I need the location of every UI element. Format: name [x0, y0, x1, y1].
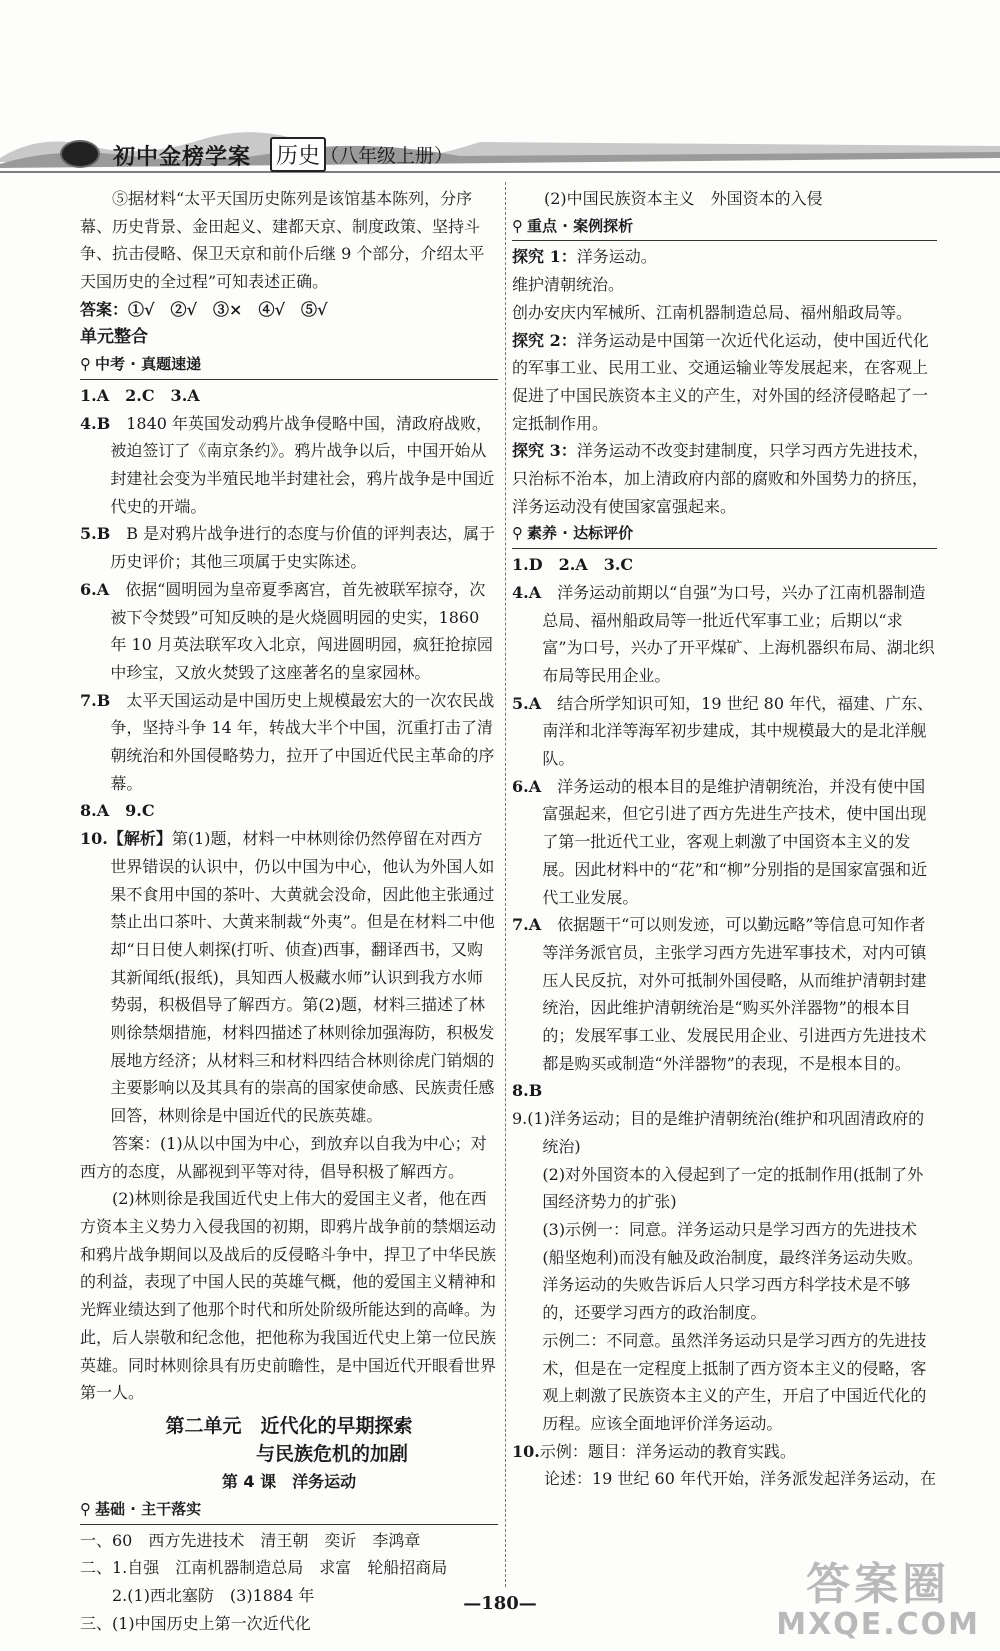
list-item: 1.D 2.A 3.C	[512, 555, 634, 575]
column-divider	[505, 182, 506, 1587]
item-text: B 是对鸦片战争进行的态度与价值的评判表达，属于历史评价；其他三项属于史实陈述。	[110, 524, 496, 572]
explore-item: 维护清朝统治。	[512, 275, 625, 295]
q9-line: (3)示例一：同意。洋务运动只是学习西方的先进技术(船坚炮利)而没有触及政治制度，最终洋务运动失败。洋务运动的失败告诉后人只学习西方科学技术是不够的，还要学习西方的政治制度。	[542, 1219, 923, 1323]
basics-line: 2.(1)西北塞防 (3)1884 年	[112, 1586, 315, 1606]
q10-essay: 论述：19 世纪 60 年代开始，洋务派发起洋务运动，在	[544, 1469, 936, 1489]
magnifier-icon: ⚲	[80, 1500, 91, 1519]
item-text: 1840 年英国发动鸦片战争侵略中国，清政府战败，被迫签订了《南京条约》。鸦片战争以后，中国开始从封建社会变为半殖民地半封建社会，鸦片战争是中国近代史的开端。	[110, 413, 495, 516]
q9-line: 9.(1)洋务运动；目的是维护清朝统治(维护和巩固清政府的统治)	[512, 1109, 925, 1156]
list-item: 1.A 2.C 3.A	[80, 385, 200, 405]
watermark-title: 答案圈	[806, 1559, 951, 1610]
item-number: 4.A	[512, 582, 542, 602]
list-item	[80, 410, 498, 521]
tag-zhongdian	[512, 213, 937, 242]
item-text: 依据“圆明园为皇帝夏季离宫，首先被联军掠夺，次被下令焚毁”可知反映的是火烧圆明园的史实，1860 年 10 月英法联军攻入北京，闯进圆明园，疯狂抢掠园中珍宝，又放火焚毁了这座著名的皇家园林。	[110, 579, 493, 682]
tag-suyang	[512, 520, 937, 549]
item-text: 太平天国运动是中国历史上规模最宏大的一次农民战争，坚持斗争 14 年，转战大半个中国，沉重打击了清朝统治和外国侵略势力，拉开了中国近代民主革命的序幕。	[110, 690, 495, 793]
grade-label: （八年级上册）	[320, 145, 454, 167]
list-item	[80, 576, 498, 687]
watermark	[776, 1561, 980, 1641]
item-text: 示例：题目：洋务运动的教育实践。	[539, 1441, 796, 1461]
magnifier-icon: ⚲	[80, 355, 91, 374]
list-item: 8.A 9.C	[80, 801, 155, 821]
explore-item: 创办安庆内军械所、江南机器制造总局、福州船政局等。	[512, 302, 913, 322]
q10-answer-2: (2)林则徐是我国近代史上伟大的爱国主义者，他在西方资本主义势力入侵我国的初期，即鸦片战争前的禁烟运动和鸦片战争期间以及战后的反侵略斗争中，捍卫了中华民族的利益，表现了中国人民的英雄气概，他的爱国主义精神和光辉业绩达到了他那个时代和所处阶级所能达到的高峰。为此，后人崇敬和纪念他，把他称为我国近代史上第一位民族英雄。同时林则徐具有历史前瞻性，是中国近代开眼看世界第一人。	[80, 1189, 497, 1403]
item-number: 10.	[512, 1441, 540, 1461]
item-text: 洋务运动的根本目的是维护清朝统治，并没有使中国富强起来，但它引进了西方先进生产技术，使中国出现了第一批近代工业，客观上刺激了中国资本主义的发展。因此材料中的“花”和“柳”分别指的是国家富强和近代工业发展。	[542, 776, 928, 907]
item-number: 5.B	[80, 524, 111, 544]
q10-analysis	[80, 825, 498, 1130]
q10-answer-1: 答案：(1)从以中国为中心，到放弃以自我为中心；对西方的态度，从鄙视到平等对待，倡导积极了解西方。	[80, 1133, 487, 1181]
basics-line: 二、1.自强 江南机器制造总局 求富 轮船招商局	[80, 1558, 448, 1578]
magnifier-icon: ⚲	[512, 216, 523, 235]
list-item: 8.B	[512, 1081, 543, 1101]
list-item	[80, 520, 498, 575]
tag-label: 基础 · 主干落实	[95, 1500, 202, 1519]
answer-line: 答案：①√ ②√ ③× ④√ ⑤√	[80, 299, 328, 319]
tag-label: 素养 · 达标评价	[527, 524, 634, 543]
item-number: 7.B	[80, 690, 111, 710]
unit-title: 第二单元 近代化的早期探索	[165, 1414, 413, 1437]
tag-label: 中考 · 真题速递	[95, 355, 202, 374]
explore-label: 探究 3：	[512, 441, 577, 461]
book-title: 初中金榜学案	[113, 145, 252, 170]
explore-item	[512, 327, 937, 438]
tag-label: 重点 · 案例探析	[527, 216, 634, 235]
tag-jichu	[80, 1496, 498, 1525]
magnifier-icon: ⚲	[512, 524, 523, 543]
explore-item	[512, 437, 937, 520]
item-number: 10.【解析】	[80, 829, 172, 849]
item-number: 4.B	[80, 413, 111, 433]
intro-paragraph: ⑤据材料“太平天国历史陈列是该馆基本陈列，分序幕、历史背景、金田起义、建都天京、制度政策、坚持斗争、抗击侵略、保卫天京和前仆后继 9 个部分，介绍太平天国历史的全过程”可知表述正确。	[80, 189, 485, 292]
explore-text: 洋务运动。	[576, 247, 657, 267]
subject-badge: 历史	[270, 137, 326, 172]
item-number: 5.A	[512, 693, 542, 713]
list-item	[512, 690, 937, 773]
basics-line: 三、(1)中国历史上第一次近代化	[80, 1613, 311, 1633]
item-text: 第(1)题，材料一中林则徐仍然停留在对西方世界错误的认识中，仍以中国为中心，他认为外国人如果不食用中国的茶叶、大黄就会没命，因此他主张通过禁止出口茶叶、大黄来制裁“外夷”。但是在材料二中他却“日日使人刺探(打听、侦查)西事，翻译西书，又购其新闻纸(报纸)，具知西人极藏水师”认识到我方水师势弱，积极倡导了解西方。第(2)题，材料三描述了林则徐禁烟措施，材料四描述了林则徐加强海防，积极发展地方经济；从材料三和材料四结合林则徐虎门销烟的主要影响以及其具有的崇高的国家使命感、民族责任感回答，林则徐是中国近代的民族英雄。	[110, 829, 495, 1126]
book-logo-icon	[60, 140, 100, 168]
unit-subtitle: 与民族危机的加剧	[255, 1442, 408, 1465]
list-item	[512, 773, 937, 912]
explore-text: 洋务运动不改变封建制度，只学习西方先进技术，只治标不治本，加上清政府内部的腐败和外国势力的挤压，洋务运动没有使国家富强起来。	[512, 441, 929, 516]
explore-label: 探究 2：	[512, 330, 577, 350]
q9-line: (2)对外国资本的入侵起到了一定的抵制作用(抵制了外国经济势力的扩张)	[542, 1164, 924, 1212]
list-item	[512, 579, 937, 690]
q10-line	[512, 1438, 937, 1466]
watermark-url: MXQE.COM	[776, 1607, 980, 1642]
basics-line: 一、60 西方先进技术 清王朝 奕䜣 李鸿章	[80, 1530, 421, 1550]
item-text: 依据题干“可以则发迹，可以勤远略”等信息可知作者等洋务派官员，主张学习西方先进军事技术，对内可镇压人民反抗，对外可抵制外国侵略，从而维护清朝封建统治，因此维护清朝统治是“购买外洋器物”的根本目的；发展军事工业、发展民用企业、引进西方先进技术都是购买或制造“外洋器物”的表现，不是根本目的。	[542, 915, 927, 1073]
section-title: 单元整合	[80, 326, 148, 347]
q9-line: 示例二：不同意。虽然洋务运动只是学习西方的先进技术，但是在一定程度上抵制了西方资本主义的侵略，客观上刺激了民族资本主义的产生，开启了中国近代化的历程。应该全面地评价洋务运动。	[542, 1330, 927, 1433]
item-number: 6.A	[512, 776, 542, 796]
list-item	[512, 911, 937, 1077]
lesson-title: 第 4 课 洋务运动	[221, 1472, 357, 1492]
continued-line: (2)中国民族资本主义 外国资本的入侵	[544, 189, 823, 208]
explore-label: 探究 1：	[512, 247, 577, 267]
tag-zhongkao	[80, 351, 498, 380]
left-column	[80, 185, 498, 1638]
explore-text: 洋务运动是中国第一次近代化运动，使中国近代化的军事工业、民用工业、交通运输业等发展起来，在客观上促进了中国民族资本主义的产生，对外国的经济侵略起了一定抵制作用。	[512, 330, 929, 433]
item-number: 7.A	[512, 915, 542, 935]
item-number: 6.A	[80, 579, 110, 599]
explore-item	[512, 243, 937, 271]
right-column	[512, 185, 937, 1493]
item-text: 结合所学知识可知，19 世纪 80 年代，福建、广东、南洋和北洋等海军初步建成，其中规模最大的是北洋舰队。	[542, 693, 934, 769]
item-text: 洋务运动前期以“自强”为口号，兴办了江南机器制造总局、福州船政局等一批近代军事工业；后期以“求富”为口号，兴办了开平煤矿、上海机器织布局、湖北织布局等民用企业。	[542, 582, 935, 685]
list-item	[80, 687, 498, 798]
page-number: —180—	[463, 1593, 537, 1614]
